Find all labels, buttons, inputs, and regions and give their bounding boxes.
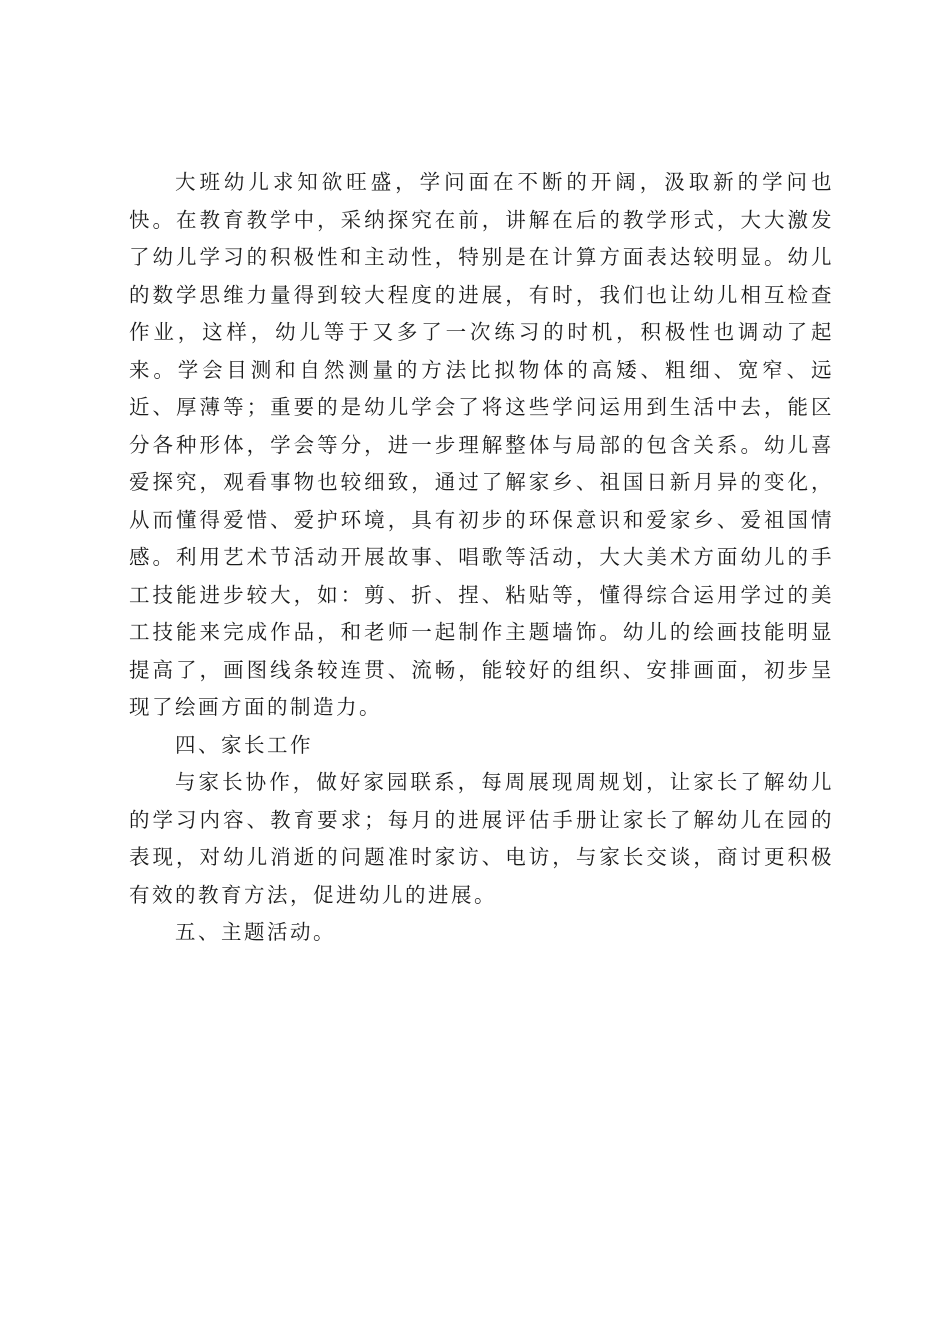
section-heading-parent-work: 四、家长工作 (175, 732, 313, 757)
section-heading-theme-activity: 五、主题活动。 (175, 920, 336, 944)
document-body (129, 164, 834, 952)
paragraph-parent-work: 与家长协作，做好家园联系，每周展现周规划，让家长了解幼儿的学习内容、教育要求；每月的进展评估手册让家长了解幼儿在园的表现，对幼儿消逝的问题准时家访、电访，与家长交谈，商讨更积极有效的教育方法，促进幼儿的进展。 (129, 770, 834, 907)
paragraph-learning-progress: 大班幼儿求知欲旺盛，学问面在不断的开阔，汲取新的学问也快。在教育教学中，采纳探究在前，讲解在后的教学形式，大大激发了幼儿学习的积极性和主动性，特别是在计算方面表达较明显。幼儿的数学思维力量得到较大程度的进展，有时，我们也让幼儿相互检查作业，这样，幼儿等于又多了一次练习的时机，积极性也调动了起来。学会目测和自然测量的方法比拟物体的高矮、粗细、宽窄、远近、厚薄等；重要的是幼儿学会了将这些学问运用到生活中去，能区分各种形体，学会等分，进一步理解整体与局部的包含关系。幼儿喜爱探究，观看事物也较细致，通过了解家乡、祖国日新月异的变化，从而懂得爱惜、爱护环境，具有初步的环保意识和爱家乡、爱祖国情感。利用艺术节活动开展故事、唱歌等活动，大大美术方面幼儿的手工技能进步较大，如：剪、折、捏、粘贴等，懂得综合运用学过的美工技能来完成作品，和老师一起制作主题墙饰。幼儿的绘画技能明显提高了，画图线条较连贯、流畅，能较好的组织、安排画面，初步呈现了绘画方面的制造力。 (129, 170, 834, 719)
